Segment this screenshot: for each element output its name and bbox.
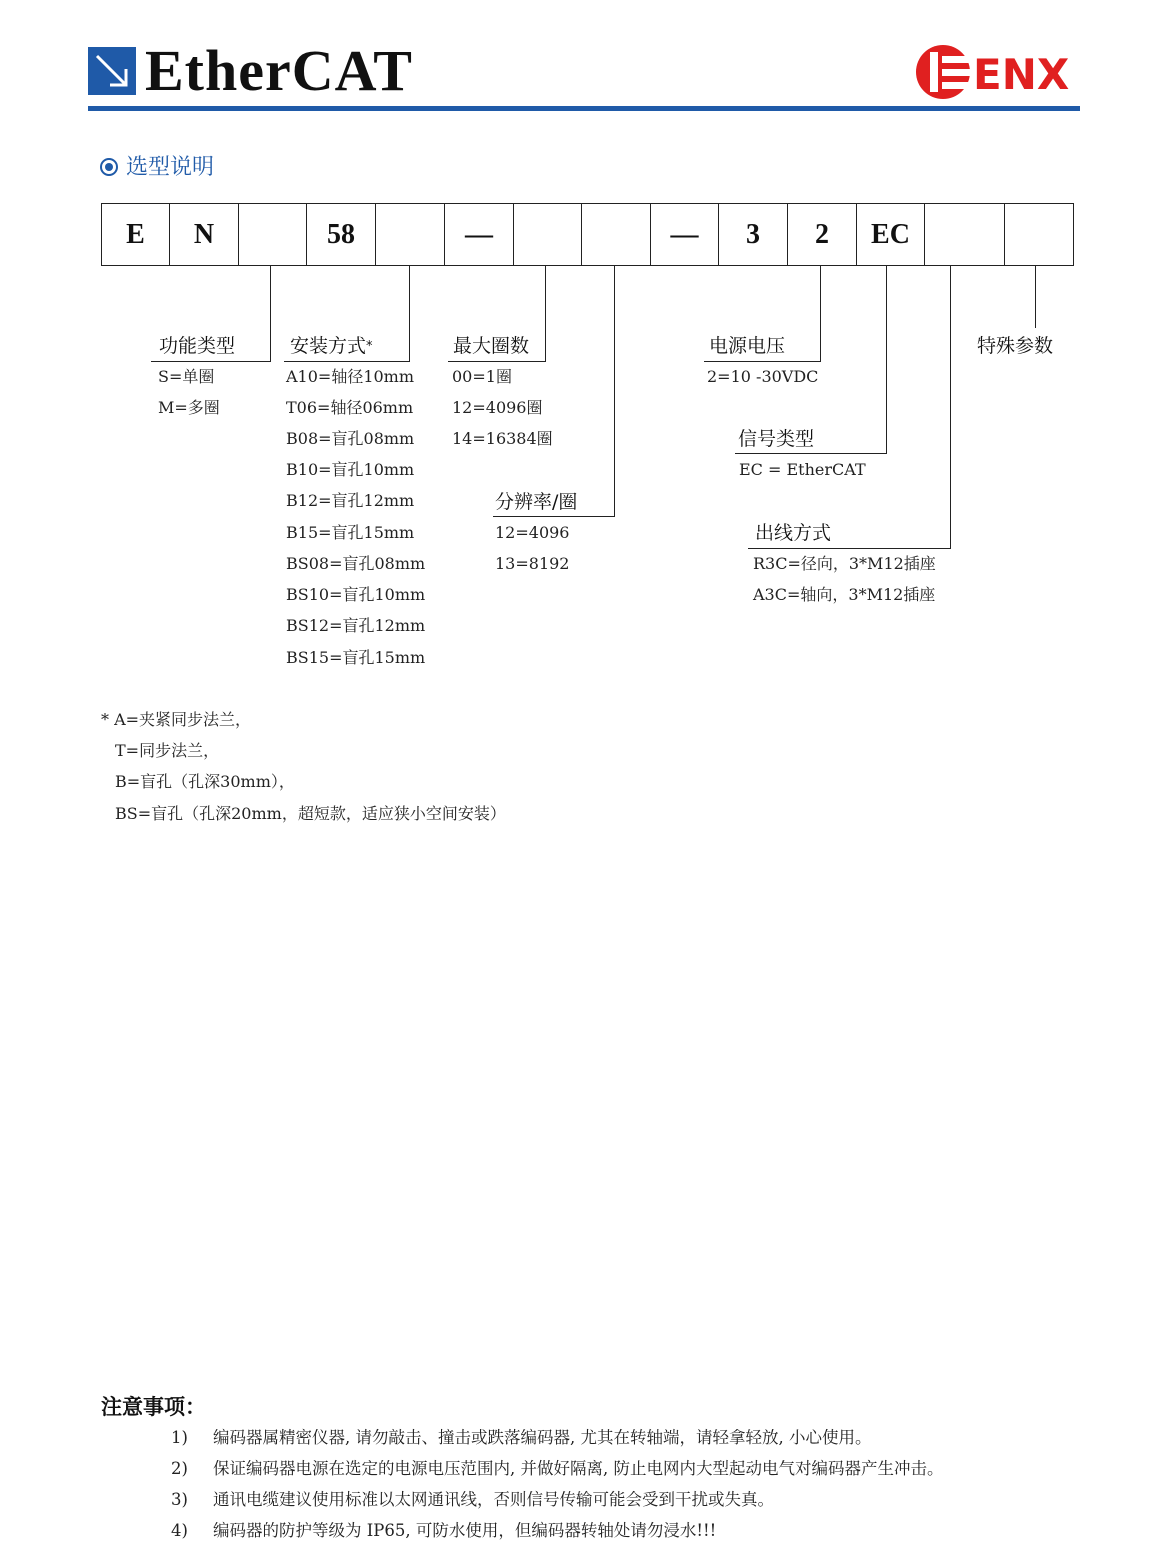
caution-text: 通讯电缆建议使用标准以太网通讯线，否则信号传输可能会受到干扰或失真。 xyxy=(213,1490,774,1509)
option-mounting: B08=盲孔08mm xyxy=(286,429,415,448)
cautions-title: 注意事项： xyxy=(101,1395,206,1419)
company-logo xyxy=(910,42,1080,102)
header-rule xyxy=(88,106,1080,111)
option-mounting: B15=盲孔15mm xyxy=(286,523,415,542)
caution-number: 1) xyxy=(171,1428,188,1447)
section-title: 选型说明 xyxy=(100,152,214,184)
code-box-13 xyxy=(924,203,1005,266)
caution-text: 编码器的防护等级为 IP65, 可防水使用，但编码器转轴处请勿浸水!!! xyxy=(213,1521,717,1540)
code-box-4: 58 xyxy=(306,203,376,266)
code-box-5 xyxy=(375,203,445,266)
code-box-2: N xyxy=(169,203,239,266)
caution-number: 4) xyxy=(171,1521,188,1540)
option-mounting: A10=轴径10mm xyxy=(286,367,415,386)
label-special: 特殊参数 xyxy=(977,335,1054,357)
label-mounting: 安装方式* xyxy=(290,335,373,357)
connector-special xyxy=(1035,266,1036,328)
option-mounting: B12=盲孔12mm xyxy=(286,491,415,510)
code-box-9: — xyxy=(650,203,719,266)
option-mounting: BS12=盲孔12mm xyxy=(286,616,426,635)
code-box-3 xyxy=(238,203,307,266)
connector-function xyxy=(270,266,271,361)
mounting-footnote-mark: * xyxy=(366,339,373,354)
label-function-type: 功能类型 xyxy=(159,335,236,357)
label-outlet: 出线方式 xyxy=(755,522,832,544)
connector-signal xyxy=(886,266,887,453)
option-mounting: BS08=盲孔08mm xyxy=(286,554,426,573)
code-box-8 xyxy=(581,203,651,266)
footnote: BS=盲孔（孔深20mm，超短款，适应狭小空间安装） xyxy=(115,804,506,823)
caution-number: 2) xyxy=(171,1459,188,1478)
connector-max-turns xyxy=(545,266,546,361)
code-box-14 xyxy=(1004,203,1074,266)
caution-number: 3) xyxy=(171,1490,188,1509)
option-function-m: M=多圈 xyxy=(158,398,220,417)
underline-resolution xyxy=(493,516,615,517)
code-box-7 xyxy=(513,203,582,266)
option-max-turns: 14=16384圈 xyxy=(452,429,553,448)
connector-mounting xyxy=(409,266,410,361)
code-box-12: EC xyxy=(856,203,925,266)
option-mounting: BS10=盲孔10mm xyxy=(286,585,426,604)
connector-power xyxy=(820,266,821,361)
radio-bullet-icon xyxy=(100,158,118,176)
code-box-1: E xyxy=(101,203,170,266)
underline-outlet xyxy=(748,548,951,549)
label-max-turns: 最大圈数 xyxy=(453,335,530,357)
connector-resolution xyxy=(614,266,615,516)
code-box-11: 2 xyxy=(787,203,857,266)
option-signal: EC = EtherCAT xyxy=(739,460,866,479)
option-function-s: S=单圈 xyxy=(158,367,215,386)
label-power: 电源电压 xyxy=(709,335,786,357)
option-outlet: A3C=轴向，3*M12插座 xyxy=(753,585,936,604)
caution-text: 保证编码器电源在选定的电源电压范围内, 并做好隔离, 防止电网内大型起动电气对编码器产生冲击。 xyxy=(213,1459,944,1478)
brand-title: EtherCAT xyxy=(145,38,413,103)
option-power: 2=10 -30VDC xyxy=(707,367,819,386)
label-resolution: 分辨率/圈 xyxy=(495,491,578,513)
label-signal: 信号类型 xyxy=(738,428,815,450)
company-logo-text: ENX xyxy=(973,50,1070,99)
code-box-6: — xyxy=(444,203,514,266)
option-mounting: T06=轴径06mm xyxy=(286,398,414,417)
underline-mounting xyxy=(284,361,410,362)
footnote: B=盲孔（孔深30mm）， xyxy=(115,772,295,791)
option-max-turns: 12=4096圈 xyxy=(452,398,543,417)
underline-power xyxy=(704,361,821,362)
option-mounting: BS15=盲孔15mm xyxy=(286,648,426,667)
caution-text: 编码器属精密仪器, 请勿敲击、撞击或跌落编码器, 尤其在转轴端，请轻拿轻放, 小心使用。 xyxy=(213,1428,872,1447)
option-resolution: 13=8192 xyxy=(495,554,570,573)
option-outlet: R3C=径向，3*M12插座 xyxy=(753,554,936,573)
footnote: T=同步法兰， xyxy=(115,741,220,760)
underline-function xyxy=(151,361,271,362)
option-mounting: B10=盲孔10mm xyxy=(286,460,415,479)
option-max-turns: 00=1圈 xyxy=(452,367,512,386)
ethercat-logo-icon xyxy=(88,47,136,95)
option-resolution: 12=4096 xyxy=(495,523,570,542)
underline-signal xyxy=(735,453,887,454)
connector-outlet xyxy=(950,266,951,548)
underline-max-turns xyxy=(448,361,546,362)
footnote: * A=夹紧同步法兰， xyxy=(101,710,252,729)
code-box-10: 3 xyxy=(718,203,788,266)
